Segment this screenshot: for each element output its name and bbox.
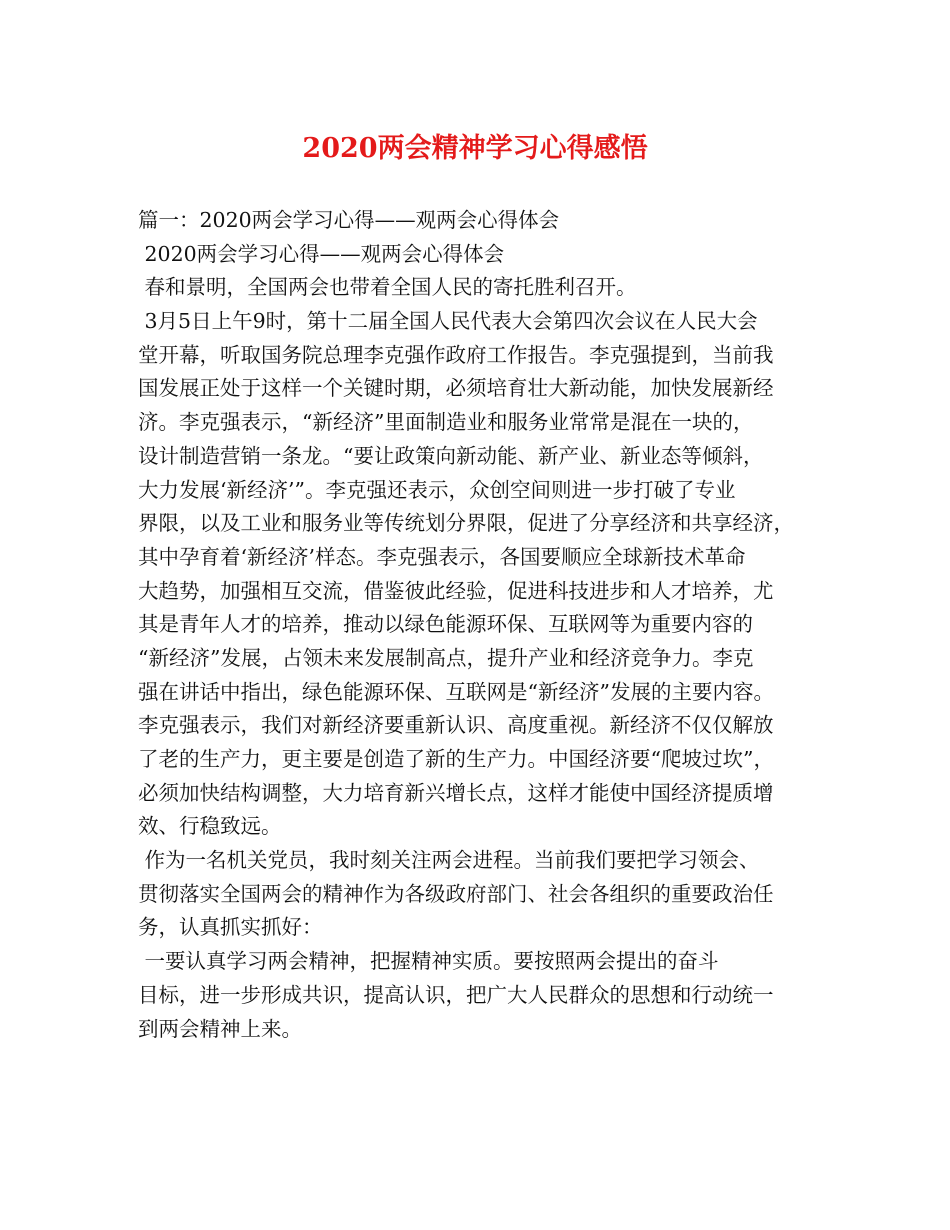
text-line: 春和景明，全国两会也带着全国人民的寄托胜利召开。 [138, 275, 637, 300]
text-line: 界限，以及工业和服务业等传统划分界限，促进了分享经济和共享经济， [138, 511, 794, 536]
text-line: 堂开幕，听取国务院总理李克强作政府工作报告。李克强提到，当前我 [138, 342, 774, 367]
text-line: 强在讲话中指出，绿色能源环保、互联网是“新经济”发展的主要内容。 [138, 679, 774, 704]
text-line: 大趋势，加强相互交流，借鉴彼此经验，促进科技进步和人才培养，尤 [138, 578, 774, 603]
text-line: 一要认真学习两会精神，把握精神实质。要按照两会提出的奋斗 [138, 949, 719, 974]
text-line: 篇一：2020两会学习心得——观两会心得体会 [138, 208, 560, 232]
text-line: 其中孕育着‘新经济’样态。李克强表示，各国要顺应全球新技术革命 [138, 544, 746, 569]
text-line: 设计制造营销一条龙。“要让政策向新动能、新产业、新业态等倾斜， [138, 443, 764, 468]
text-line: 贯彻落实全国两会的精神作为各级政府部门、社会各组织的重要政治任 [138, 881, 774, 906]
text-line: 到两会精神上来。 [138, 1016, 302, 1041]
document-body [138, 204, 828, 1046]
text-line: “新经济”发展，占领未来发展制高点，提升产业和经济竞争力。李克 [138, 645, 754, 670]
text-line: 其是青年人才的培养，推动以绿色能源环保、互联网等为重要内容的 [138, 612, 753, 637]
text-line: 2020两会学习心得——观两会心得体会 [138, 241, 505, 266]
text-line: 目标，进一步形成共识，提高认识，把广大人民群众的思想和行动统一 [138, 982, 774, 1007]
document-title: 2020两会精神学习心得感悟 [302, 133, 648, 164]
text-line: 大力发展‘新经济’”。李克强还表示，众创空间则进一步打破了专业 [138, 477, 736, 502]
text-line: 国发展正处于这样一个关键时期，必须培育壮大新动能，加快发展新经 [138, 376, 774, 401]
text-line: 作为一名机关党员，我时刻关注两会进程。当前我们要把学习领会、 [138, 848, 760, 873]
text-line: 效、行稳致远。 [138, 814, 282, 839]
text-line: 李克强表示，我们对新经济要重新认识、高度重视。新经济不仅仅解放 [138, 713, 774, 738]
text-line: 务，认真抓实抓好： [138, 915, 323, 940]
text-line: 3月5日上午9时，第十二届全国人民代表大会第四次会议在人民大会 [138, 309, 758, 334]
text-line: 了老的生产力，更主要是创造了新的生产力。中国经济要“爬坡过坎”， [138, 747, 774, 771]
text-line: 济。李克强表示，“新经济”里面制造业和服务业常常是混在一块的， [138, 410, 754, 435]
text-line: 必须加快结构调整，大力培育新兴增长点，这样才能使中国经济提质增 [138, 780, 774, 805]
